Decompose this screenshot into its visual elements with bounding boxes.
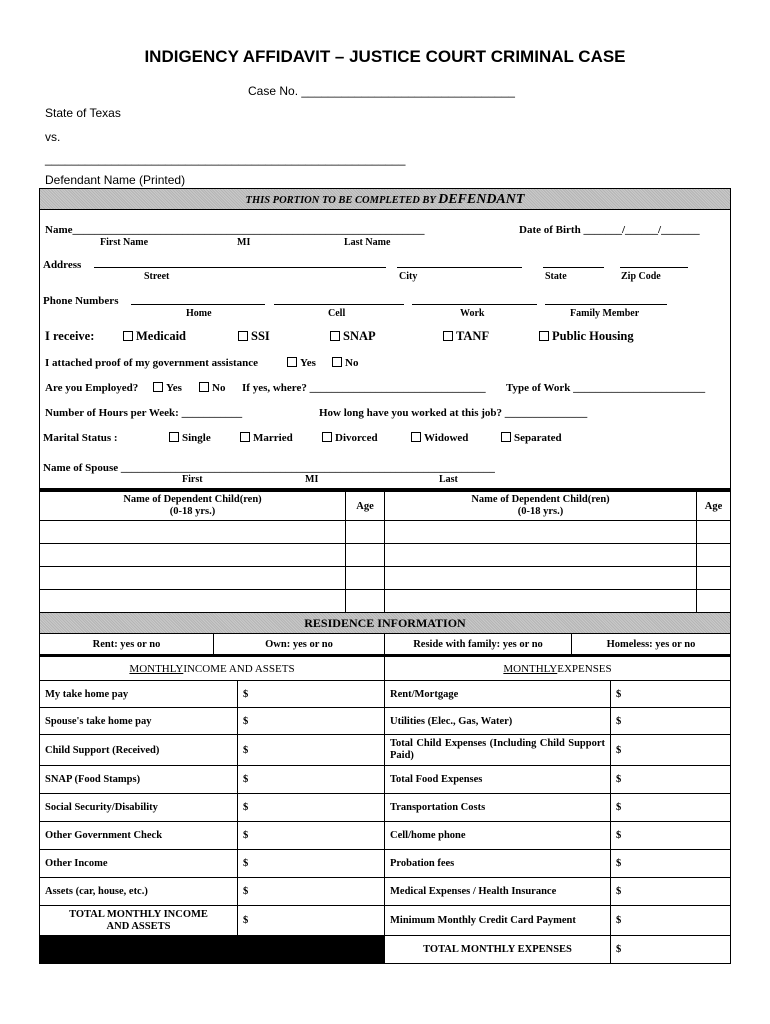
employed-no-checkbox[interactable]: No [199,382,225,394]
expenses-header-rest: EXPENSES [557,662,612,675]
income-label: Assets (car, house, etc.) [39,877,238,906]
income-label: Child Support (Received) [39,734,238,766]
state-caption: State [545,271,567,282]
expense-label: Cell/home phone [384,821,611,850]
dependent-age-header-left: Age [345,491,385,521]
zip-line[interactable] [620,267,688,268]
income-label: Other Income [39,849,238,878]
expense-amount[interactable]: $ [610,765,731,794]
home-phone-line[interactable] [131,304,265,305]
dependent-age-cell[interactable] [696,520,731,544]
snap-checkbox[interactable]: SNAP [330,329,376,344]
family-caption: Family Member [570,308,640,319]
expense-label: Rent/Mortgage [384,680,611,708]
spouse-last-caption: Last [439,474,458,485]
own-option[interactable]: Own: yes or no [213,633,385,655]
residence-title: RESIDENCE INFORMATION [304,616,466,630]
dependent-age-cell[interactable] [345,566,385,590]
blackout-cell [237,935,385,964]
defendant-section-header [0,190,770,208]
expense-amount[interactable]: $ [610,793,731,822]
section-header-main: DEFENDANT [438,192,525,207]
medicaid-checkbox[interactable]: Medicaid [123,329,186,344]
expense-amount[interactable]: $ [610,821,731,850]
street-caption: Street [144,271,170,282]
dependent-name-cell[interactable] [384,566,697,590]
address-label: Address [43,259,82,271]
income-label: My take home pay [39,680,238,708]
separated-checkbox[interactable]: Separated [501,432,562,444]
zip-caption: Zip Code [621,271,661,282]
blackout-cell [39,935,238,964]
last-name-caption: Last Name [344,237,391,248]
dependent-age-cell[interactable] [345,543,385,567]
expense-amount[interactable]: $ [610,680,731,708]
employed-yes-checkbox[interactable]: Yes [153,382,182,394]
expense-label: Medical Expenses / Health Insurance [384,877,611,906]
street-line[interactable] [94,267,386,268]
married-checkbox[interactable]: Married [240,432,293,444]
total-expenses-label: TOTAL MONTHLY EXPENSES [384,935,611,964]
dependent-name-cell[interactable] [39,543,346,567]
state-line[interactable] [543,267,604,268]
single-checkbox[interactable]: Single [169,432,211,444]
expense-amount[interactable]: $ [610,877,731,906]
expense-amount[interactable]: $ [610,707,731,735]
dependent-name-cell[interactable] [384,543,697,567]
expense-label: Utilities (Elec., Gas, Water) [384,707,611,735]
type-of-work-field[interactable]: Type of Work ________________________ [506,382,706,394]
dependent-age-cell[interactable] [696,543,731,567]
section-header-prefix: THIS PORTION TO BE COMPLETED BY [245,195,439,206]
income-header-underlined: MONTHLY [129,662,184,675]
expense-label: Minimum Monthly Credit Card Payment [384,905,611,936]
dependent-age-cell[interactable] [696,589,731,613]
employed-label: Are you Employed? [45,382,139,394]
income-header-rest: INCOME AND ASSETS [183,662,295,675]
income-amount[interactable]: $ [237,734,385,766]
expense-label: Probation fees [384,849,611,878]
dependent-age-cell[interactable] [345,589,385,613]
spouse-mi-caption: MI [305,474,319,485]
defendant-name-line[interactable]: ______________________________________________________ [45,152,406,166]
hours-field[interactable]: Number of Hours per Week: ___________ [45,407,243,419]
expense-amount[interactable]: $ [610,849,731,878]
dependent-age-cell[interactable] [345,520,385,544]
reside-with-family-option[interactable]: Reside with family: yes or no [384,633,572,655]
income-label: Spouse's take home pay [39,707,238,735]
work-caption: Work [460,308,485,319]
expense-amount[interactable]: $ [610,734,731,766]
proof-yes-checkbox[interactable]: Yes [287,357,316,369]
total-expenses-amount[interactable]: $ [610,935,731,964]
city-caption: City [399,271,418,282]
expense-label: Transportation Costs [384,793,611,822]
proof-no-checkbox[interactable]: No [332,357,358,369]
expense-amount[interactable]: $ [610,905,731,936]
tanf-checkbox[interactable]: TANF [443,329,489,344]
dob-field[interactable]: Date of Birth _______/______/_______ [519,224,700,236]
dependent-name-header-left: Name of Dependent Child(ren) (0-18 yrs.) [39,491,346,521]
public-housing-checkbox[interactable]: Public Housing [539,329,634,344]
dependent-age-cell[interactable] [696,566,731,590]
dependent-name-cell[interactable] [384,520,697,544]
spouse-name-field[interactable]: Name of Spouse ____________________________________________________________________ [43,462,495,474]
divorced-checkbox[interactable]: Divorced [322,432,378,444]
expense-label: Total Food Expenses [384,765,611,794]
income-amount[interactable]: $ [237,765,385,794]
dependent-name-cell[interactable] [384,589,697,613]
income-label: Other Government Check [39,821,238,850]
work-phone-line[interactable] [412,304,537,305]
phone-label: Phone Numbers [43,295,119,307]
vs-label: vs. [45,130,61,144]
income-amount[interactable]: $ [237,849,385,878]
proof-label: I attached proof of my government assistance [45,357,259,369]
receive-label: I receive: [45,329,95,343]
cell-phone-line[interactable] [274,304,404,305]
income-label: SNAP (Food Stamps) [39,765,238,794]
expenses-header [384,656,731,681]
state-label: State of Texas [45,106,121,120]
dependent-name-header-right: Name of Dependent Child(ren) (0-18 yrs.) [384,491,697,521]
family-phone-line[interactable] [545,304,667,305]
total-income-amount[interactable]: $ [237,905,385,936]
case-number-field[interactable]: Case No. ________________________________ [248,84,515,98]
expenses-header-underlined: MONTHLY [503,662,558,675]
ssi-checkbox[interactable]: SSI [238,329,270,344]
dependent-name-cell[interactable] [39,566,346,590]
mi-caption: MI [237,237,251,248]
homeless-option[interactable]: Homeless: yes or no [571,633,731,655]
income-amount[interactable]: $ [237,707,385,735]
income-label: Social Security/Disability [39,793,238,822]
income-amount[interactable]: $ [237,821,385,850]
cell-caption: Cell [328,308,346,319]
home-caption: Home [186,308,212,319]
first-name-caption: First Name [100,237,149,248]
income-header [39,656,385,681]
marital-label: Marital Status : [43,432,118,444]
dependent-age-header-right: Age [696,491,731,521]
spouse-first-caption: First [182,474,203,485]
job-duration-field[interactable]: How long have you worked at this job? _______________ [319,407,588,419]
city-line[interactable] [397,267,522,268]
income-amount[interactable]: $ [237,793,385,822]
rent-option[interactable]: Rent: yes or no [39,633,214,655]
income-amount[interactable]: $ [237,877,385,906]
name-field[interactable]: Name________________________________________________________________ [45,224,425,236]
total-income-label: TOTAL MONTHLY INCOME AND ASSETS [39,905,238,936]
dependent-name-cell[interactable] [39,520,346,544]
page-title: INDIGENCY AFFIDAVIT – JUSTICE COURT CRIMINAL CASE [144,47,626,66]
employer-field[interactable]: If yes, where? ________________________________ [242,382,486,394]
dependent-name-cell[interactable] [39,589,346,613]
widowed-checkbox[interactable]: Widowed [411,432,468,444]
income-amount[interactable]: $ [237,680,385,708]
expense-label: Total Child Expenses (Including Child Support Paid) [384,734,611,766]
defendant-name-label: Defendant Name (Printed) [45,173,186,187]
